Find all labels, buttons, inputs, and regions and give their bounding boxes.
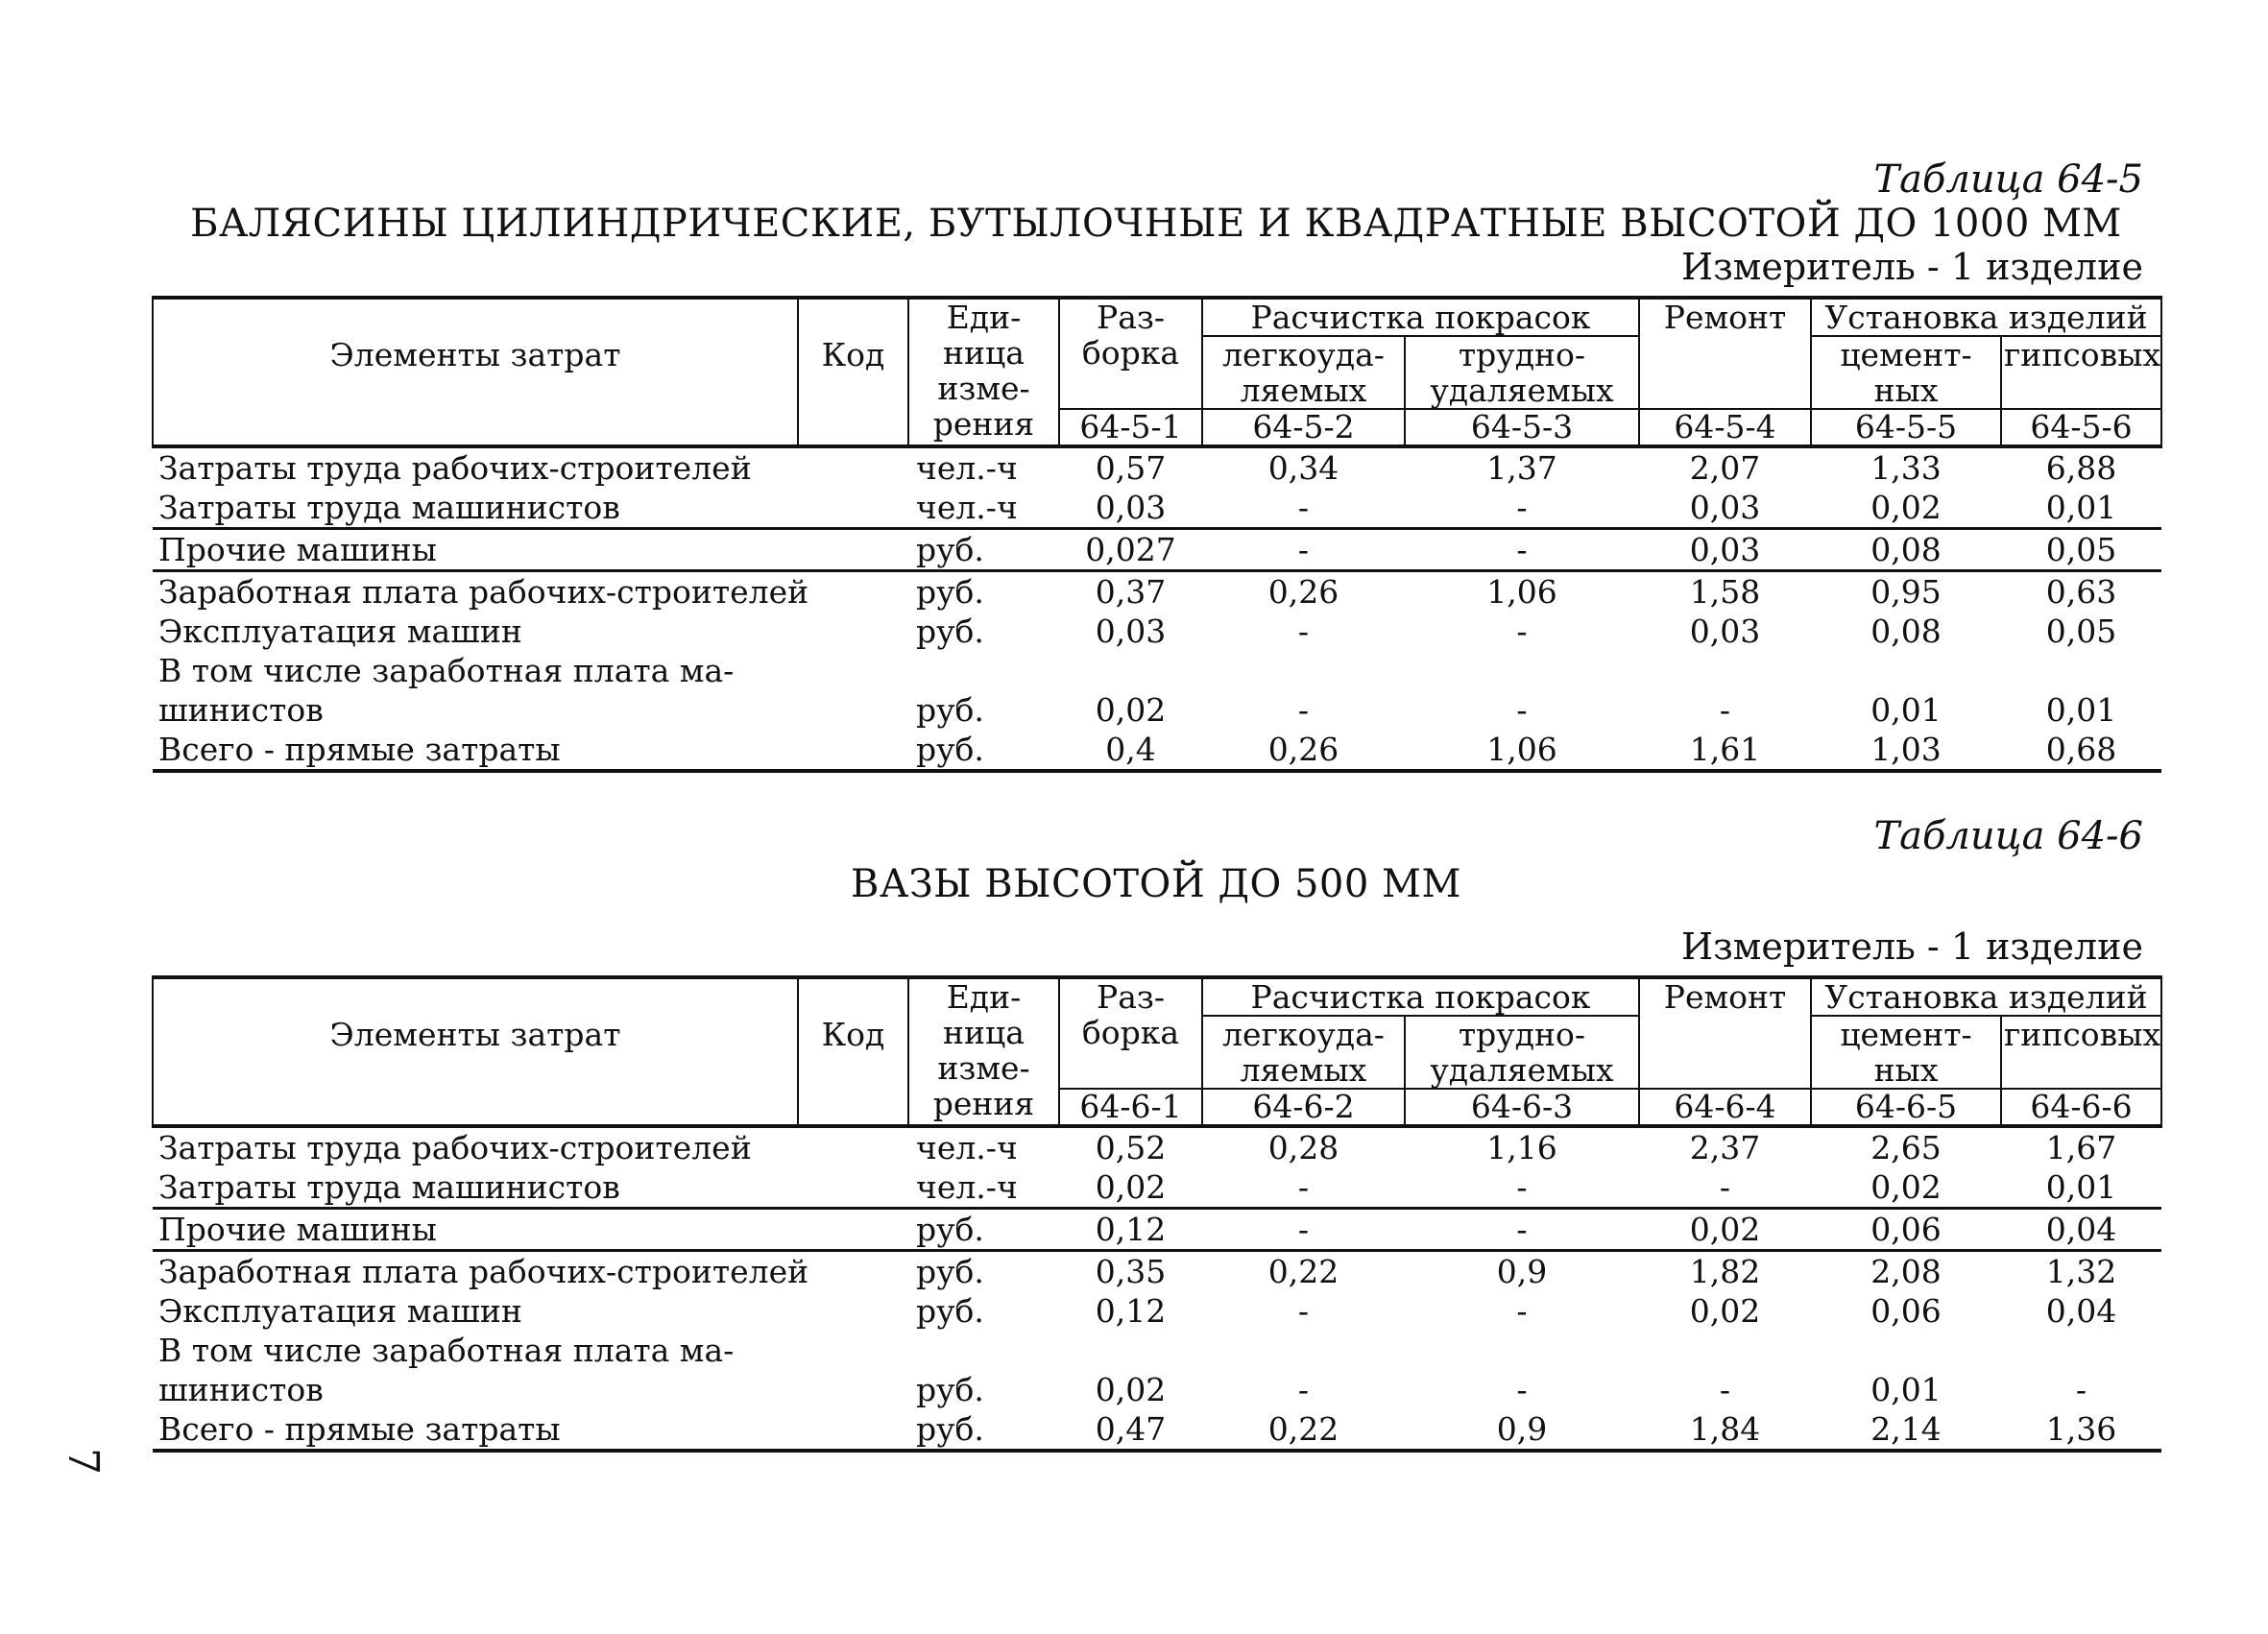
table-row: шинистов руб. 0,02 - - - 0,01 0,01: [158, 691, 2117, 729]
table-number: Таблица 64-5: [1873, 157, 2143, 202]
col-install-cement: цемент- ных: [1811, 1016, 2001, 1089]
table-row: В том числе заработная плата ма-: [158, 652, 735, 689]
table-body: [153, 1126, 2161, 1451]
table-64-6-block: [152, 814, 2160, 1453]
table-row-total: Всего - прямые затраты руб. 0,47 0,22 0,9 1,84 2,14 1,36: [153, 1409, 2161, 1451]
col-cleaning-group: Расчистка покрасок: [1202, 298, 1639, 336]
code-cell: 64-6-4: [1639, 1089, 1811, 1126]
col-elements: Элементы затрат: [153, 977, 798, 1089]
col-repair: Ремонт: [1639, 298, 1811, 409]
table-row: Эксплуатация машин руб. 0,03 - - 0,03 0,08 0,05: [158, 613, 2117, 650]
table-row: Эксплуатация машин руб. 0,12 - - 0,02 0,06 0,04: [158, 1292, 2117, 1330]
table-row-total: Всего - прямые затраты руб. 0,4 0,26 1,06 1,61 1,03 0,68: [153, 730, 2161, 771]
code-spacer: [153, 1089, 798, 1126]
code-cell: 64-5-6: [2001, 409, 2161, 446]
measure-unit: Измеритель - 1 изделие: [1680, 925, 2143, 968]
code-cell: 64-5-2: [1202, 409, 1405, 446]
col-install-group: Установка изделий: [1811, 298, 2161, 336]
table-title: ВАЗЫ ВЫСОТОЙ ДО 500 ММ: [851, 862, 1461, 906]
table-row: Прочие машины руб. 0,12 - - 0,02 0,06 0,04: [153, 1209, 2161, 1251]
col-clean-easy: легкоуда- ляемых: [1202, 336, 1405, 409]
code-cell: 64-6-1: [1059, 1089, 1202, 1126]
col-code: Код: [798, 298, 908, 409]
measure-unit: Измеритель - 1 изделие: [1680, 246, 2143, 288]
col-code: Код: [798, 977, 908, 1089]
table-row: Заработная плата рабочих-строителей руб. 0,35 0,22 0,9 1,82 2,08 1,32: [153, 1251, 2161, 1292]
page-number: 7: [59, 1448, 108, 1475]
table-row: Затраты труда рабочих-строителей чел.-ч 0,52 0,28 1,16 2,37 2,65 1,67: [153, 1126, 2161, 1167]
code-cell: 64-5-1: [1059, 409, 1202, 446]
col-install-cement: цемент- ных: [1811, 336, 2001, 409]
table-number: Таблица 64-6: [1873, 814, 2143, 858]
table-header: [153, 298, 2161, 446]
col-unit: Еди- ница изме- рения: [908, 298, 1059, 446]
table-row: Затраты труда рабочих-строителей чел.-ч 0,57 0,34 1,37 2,07 1,33 6,88: [153, 446, 2161, 488]
code-cell: 64-6-6: [2001, 1089, 2161, 1126]
code-spacer: [798, 409, 908, 446]
code-cell: 64-5-5: [1811, 409, 2001, 446]
col-install-gypsum: гипсовых: [2001, 1016, 2161, 1089]
table-row: Затраты труда машинистов чел.-ч 0,02 - - - 0,02 0,01: [158, 1168, 2117, 1206]
col-cleaning-group: Расчистка покрасок: [1202, 977, 1639, 1016]
code-cell: 64-5-4: [1639, 409, 1811, 446]
table-64-5-block: [152, 157, 2160, 773]
code-cell: 64-5-3: [1405, 409, 1639, 446]
table-header: [153, 977, 2161, 1126]
col-clean-hard: трудно- удаляемых: [1405, 336, 1639, 409]
cost-table: [152, 975, 2162, 1453]
col-clean-hard: трудно- удаляемых: [1405, 1016, 1639, 1089]
code-spacer: [153, 409, 798, 446]
cost-table: [152, 296, 2162, 773]
code-spacer: [798, 1089, 908, 1126]
col-install-group: Установка изделий: [1811, 977, 2161, 1016]
col-clean-easy: легкоуда- ляемых: [1202, 1016, 1405, 1089]
code-cell: 64-6-3: [1405, 1089, 1639, 1126]
table-row: Заработная плата рабочих-строителей руб. 0,37 0,26 1,06 1,58 0,95 0,63: [153, 571, 2161, 613]
col-unit: Еди- ница изме- рения: [908, 977, 1059, 1126]
col-elements: Элементы затрат: [153, 298, 798, 409]
code-cell: 64-6-2: [1202, 1089, 1405, 1126]
table-row: Прочие машины руб. 0,027 - - 0,03 0,08 0,05: [153, 529, 2161, 571]
table-body: [153, 446, 2161, 771]
table-row: В том числе заработная плата ма-: [158, 1332, 735, 1369]
col-disassembly: Раз- борка: [1059, 298, 1202, 409]
col-install-gypsum: гипсовых: [2001, 336, 2161, 409]
table-row: шинистов руб. 0,02 - - - 0,01 -: [158, 1371, 2087, 1408]
col-repair: Ремонт: [1639, 977, 1811, 1089]
code-cell: 64-6-5: [1811, 1089, 2001, 1126]
col-disassembly: Раз- борка: [1059, 977, 1202, 1089]
table-row: Затраты труда машинистов чел.-ч 0,03 - - 0,03 0,02 0,01: [158, 489, 2117, 526]
table-title: БАЛЯСИНЫ ЦИЛИНДРИЧЕСКИЕ, БУТЫЛОЧНЫЕ И КВАДРАТНЫЕ ВЫСОТОЙ ДО 1000 ММ: [190, 202, 2122, 246]
